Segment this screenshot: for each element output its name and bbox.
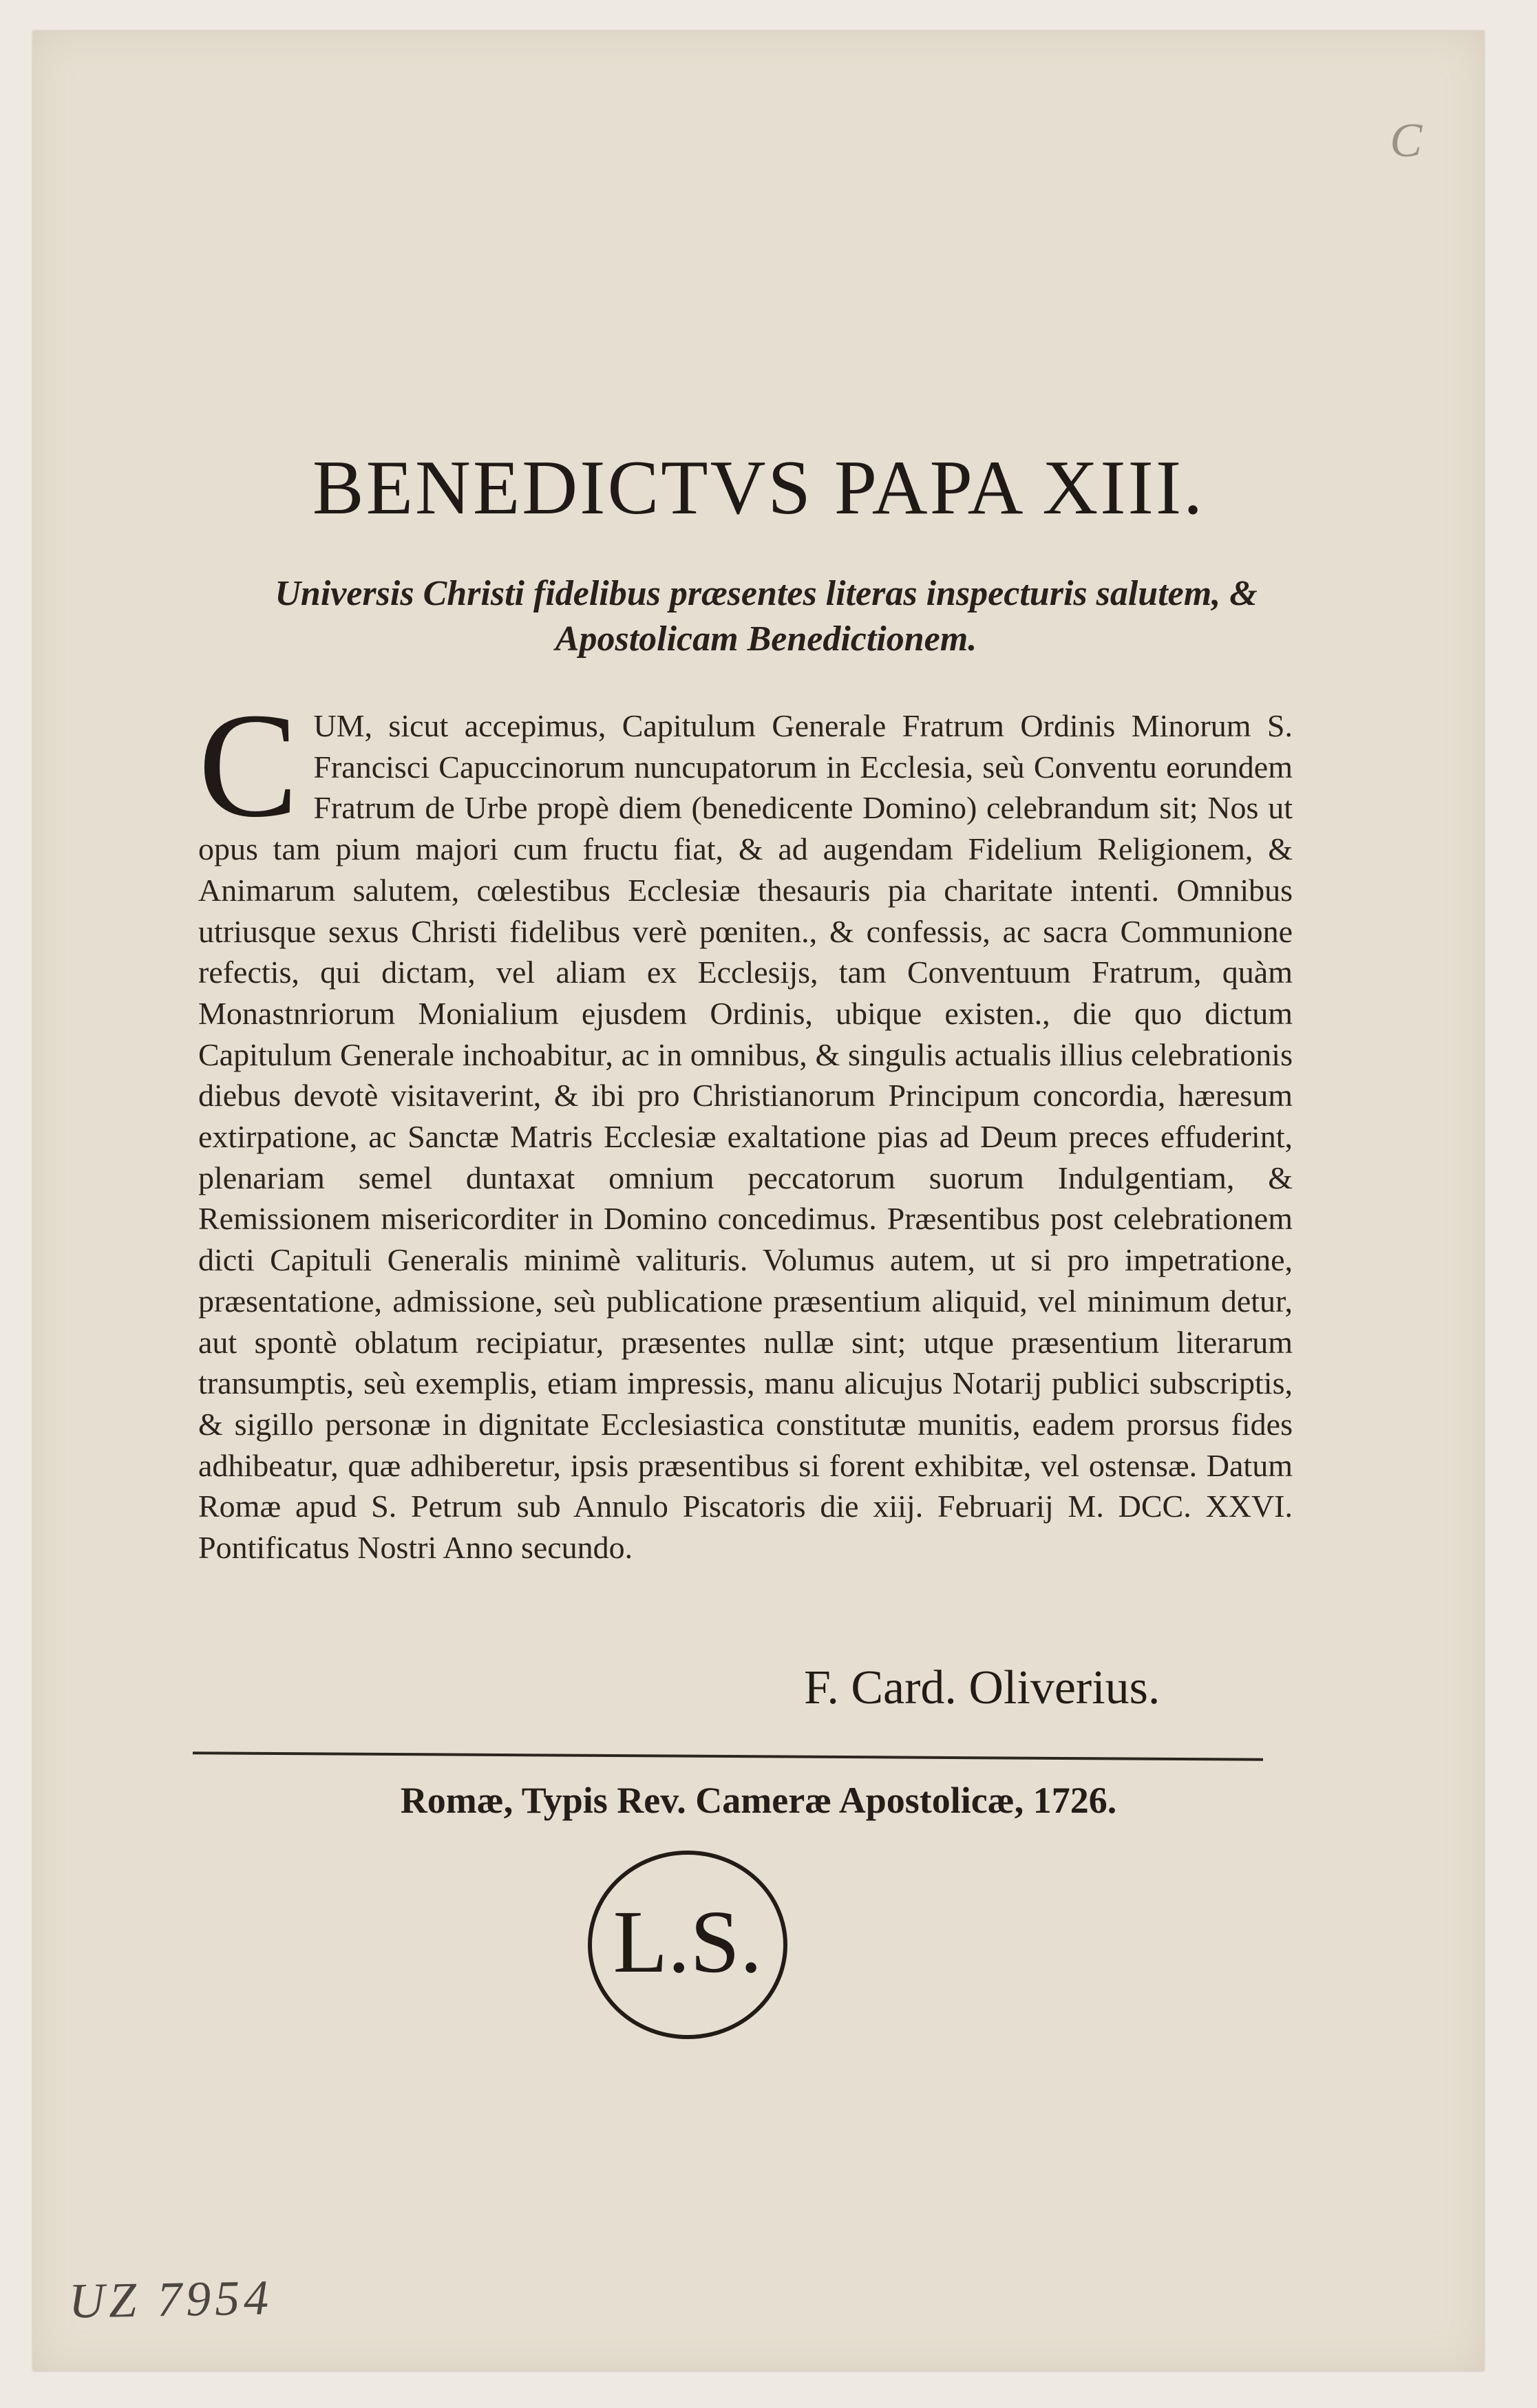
divider-rule <box>193 1751 1263 1760</box>
signature: F. Card. Oliverius. <box>804 1661 1160 1714</box>
printer-imprint: Romæ, Typis Rev. Cameræ Apostolicæ, 1726. <box>400 1780 1117 1821</box>
body-paragraph: UM, sicut accepimus, Capitulum Generale Fratrum Ordinis Minorum S. Francisci Capuccinorum nuncupatorum in Ecclesia, seù Conventu eorundem Fratrum de Urbe propè diem (benedicente Domino) celebrandum sit; Nos ut opus tam pium majori cum fructu fiat, & ad augendam Fidelium Religionem, & Animarum salutem, cœlestibus Ecclesiæ thesauris pia charitate intenti. Omnibus utriusque sexus Christi fidelibus verè pœniten., & confessis, ac sacra Communione refectis, qui dictam, vel aliam ex Ecclesijs, tam Conventuum Fratrum, quàm Monastnriorum Monialium ejusdem Ordinis, ubique existen., die quo dictum Capitulum Generale inchoabitur, ac in omnibus, & singulis actualis illius celebrationis diebus devotè visitaverint, & ibi pro Christianorum Principum concordia, hæresum extirpatione, ac Sanctæ Matris Ecclesiæ exaltatione pias ad Deum preces effuderint, plenariam semel duntaxat omnium peccatorum suorum Indulgentiam, & Remissionem misericorditer in Domino concedimus. Præsentibus post celebrationem dicti Capituli Generalis minimè valituris. Volumus autem, ut si pro impetratione, præsentatione, admissione, seù publicatione præsentium aliquid, vel minimum detur, aut spontè oblatum recipiatur, præsentes nullæ sint; utque præsentium literarum transumptis, seù exemplis, etiam impressis, manu alicujus Notarij publici subscriptis, & sigillo personæ in dignitate Ecclesiastica constitutæ munitis, eadem prorsus fides adhibeatur, quæ adhiberetur, ipsis præsentibus si forent exhibitæ, vel ostensæ. Datum Romæ apud S. Petrum sub Annulo Piscatoris die xiij. Februarij M. DCC. XXVI. Pontificatus Nostri Anno secundo. <box>198 708 1293 1566</box>
document-subtitle: Universis Christi fidelibus præsentes literas inspecturis salutem, & Apostolicam Benedictionem. <box>275 574 1258 659</box>
document-title: BENEDICTVS PAPA XIII. <box>312 445 1205 531</box>
seal-text: L.S. <box>613 1893 763 1992</box>
seal-stamp <box>585 1848 790 2042</box>
document-sheet <box>33 31 1484 2371</box>
corner-mark: C <box>1390 114 1422 167</box>
drop-cap: C <box>198 683 299 849</box>
catalog-note: UZ 7954 <box>68 2270 273 2329</box>
body-text <box>198 683 1293 1568</box>
